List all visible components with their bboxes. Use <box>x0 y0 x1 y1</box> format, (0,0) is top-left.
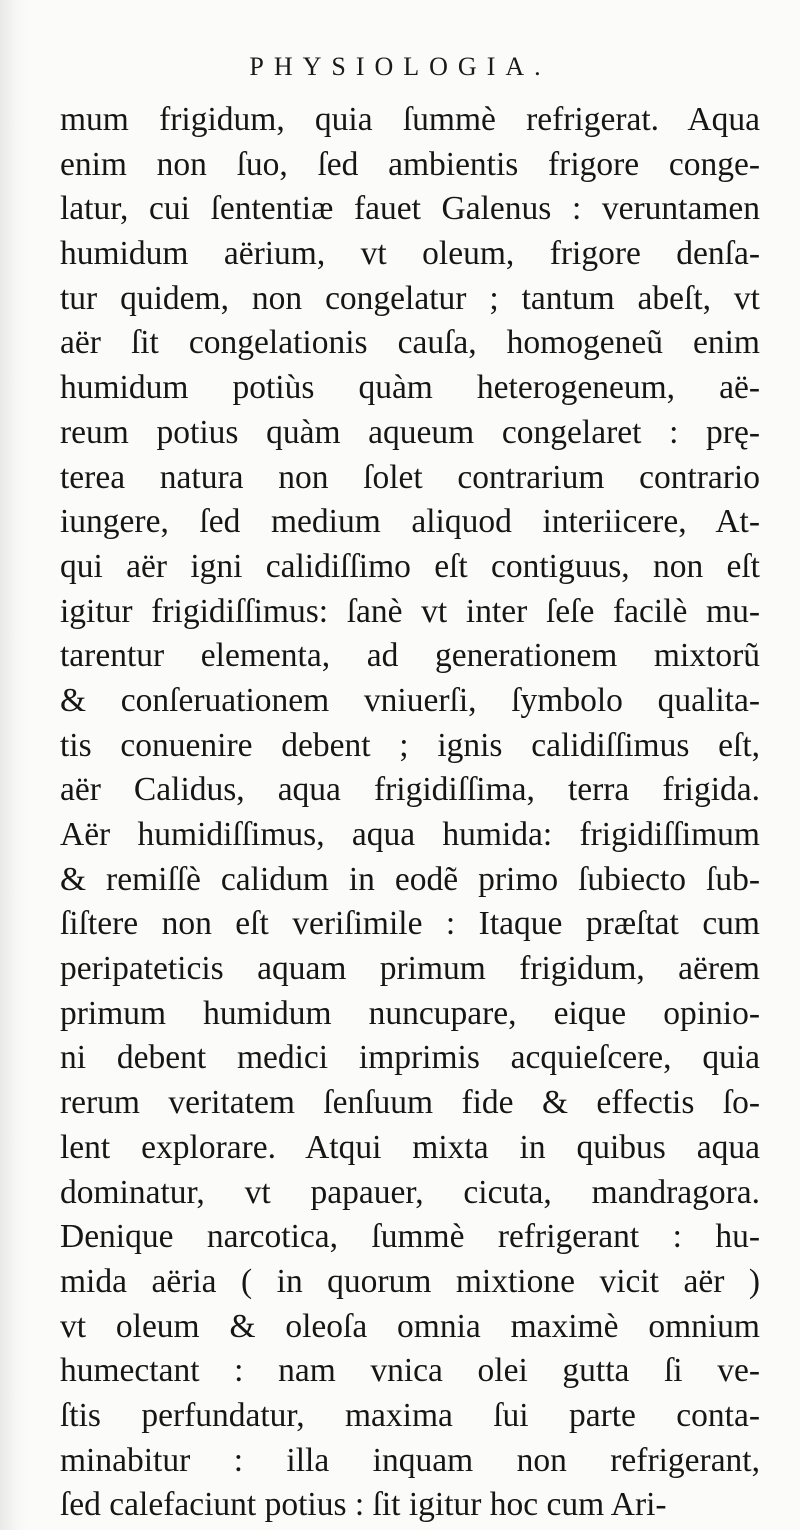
text-line: ſtis perfundatur, maxima ſui parte conta- <box>60 1396 760 1434</box>
text-line: tis conuenire debent ; ignis calidiſſimus eſt, <box>60 726 760 764</box>
running-head: PHYSIOLOGIA. <box>249 52 551 81</box>
page-gutter-shadow <box>0 0 28 1530</box>
text-line: aër ſit congelationis cauſa, homogeneũ enim <box>60 324 760 362</box>
text-line: ſiſtere non eſt veriſimile : Itaque præſtat cum <box>60 905 760 943</box>
text-line: lent explorare. Atqui mixta in quibus aqua <box>60 1128 760 1166</box>
text-line: minabitur : illa inquam non refrigerant, <box>60 1441 760 1479</box>
text-line: & remiſſè calidum in eodẽ primo ſubiecto ſub- <box>60 860 760 898</box>
text-line: Denique narcotica, ſummè refrigerant : hu- <box>60 1218 760 1256</box>
body-text <box>60 98 760 1528</box>
text-line: iungere, ſed medium aliquod interiicere, At- <box>60 503 760 541</box>
text-line: tur quidem, non congelatur ; tantum abeſt, vt <box>60 279 760 317</box>
text-line: latur, cui ſententiæ fauet Galenus : veruntamen <box>60 190 760 228</box>
text-line: Aër humidiſſimus, aqua humida: frigidiſſimum <box>60 816 760 853</box>
text-line: humidum potiùs quàm heterogeneum, aë- <box>60 369 760 407</box>
text-line: terea natura non ſolet contrarium contrario <box>60 458 760 496</box>
text-line: mum frigidum, quia ſummè refrigerat. Aqua <box>60 101 760 138</box>
text-line: dominatur, vt papauer, cicuta, mandragora. <box>60 1173 760 1211</box>
text-line: humidum aërium, vt oleum, frigore denſa- <box>60 235 760 273</box>
text-line: reum potius quàm aqueum congelaret : prę- <box>60 413 760 451</box>
text-line: ſed calefaciunt potius : ſit igitur hoc cum Ari- <box>60 1486 667 1524</box>
text-line: igitur frigidiſſimus: ſanè vt inter ſeſe facilè mu- <box>60 592 760 630</box>
text-line: primum humidum nuncupare, eique opinio- <box>60 994 760 1032</box>
text-line: vt oleum & oleoſa omnia maximè omnium <box>60 1307 760 1345</box>
text-line: rerum veritatem ſenſuum fide & effectis ſo- <box>60 1084 760 1122</box>
text-line: & conſeruationem vniuerſi, ſymbolo qualita- <box>60 681 760 719</box>
text-line: aër Calidus, aqua frigidiſſima, terra frigida. <box>60 771 760 809</box>
text-line: qui aër igni calidiſſimo eſt contiguus, non eſt <box>60 547 760 585</box>
text-line: tarentur elementa, ad generationem mixtorũ <box>60 637 760 675</box>
text-line: peripateticis aquam primum frigidum, aërem <box>60 950 760 988</box>
text-line: ni debent medici imprimis acquieſcere, quia <box>60 1039 760 1077</box>
text-line: mida aëria ( in quorum mixtione vicit aër ) <box>60 1262 760 1300</box>
text-line: humectant : nam vnica olei gutta ſi ve- <box>60 1352 760 1390</box>
text-line: enim non ſuo, ſed ambientis frigore conge- <box>60 145 760 183</box>
